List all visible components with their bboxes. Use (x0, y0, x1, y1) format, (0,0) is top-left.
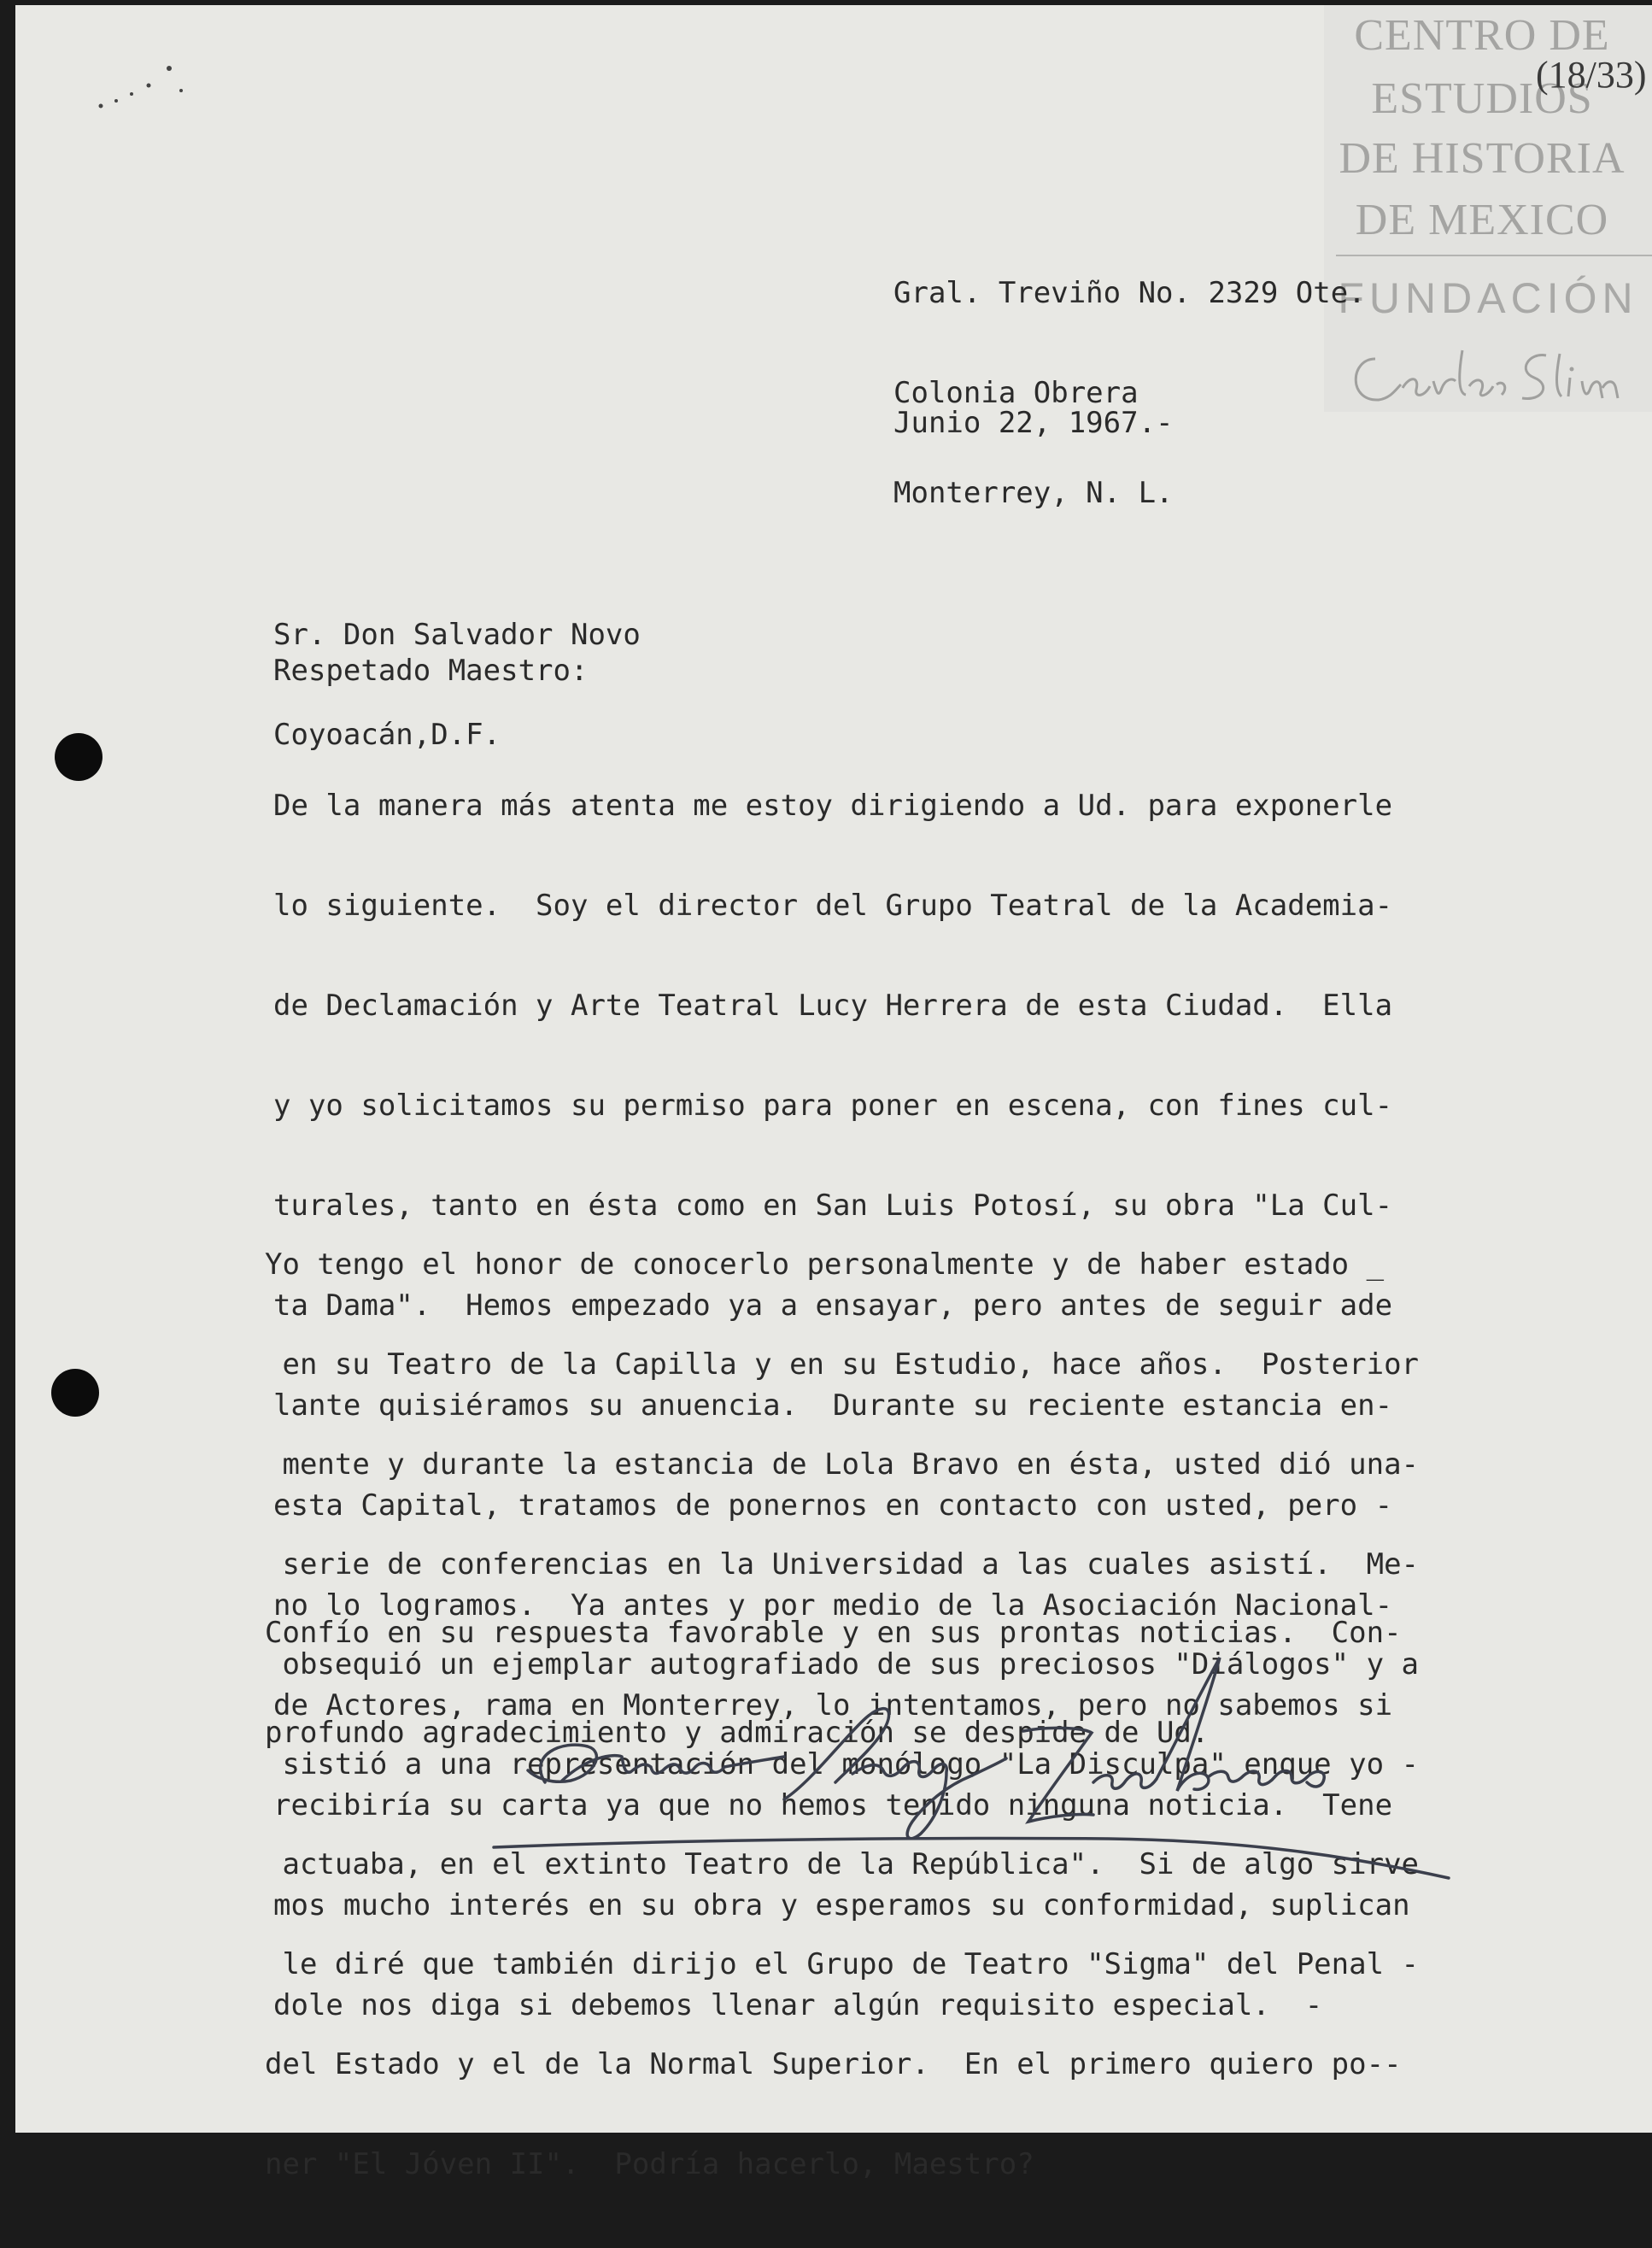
stamp-line: DE HISTORIA (1339, 134, 1626, 183)
recipient-line: Coyoacán,D.F. (273, 718, 501, 752)
text-line: mente y durante la estancia de Lola Bravo en ésta, usted dió una- (265, 1447, 1420, 1482)
text-line: le diré que también dirijo el Grupo de Teatro "Sigma" del Penal - (265, 1947, 1420, 1981)
text-line: y yo solicitamos su permiso para poner en escena, con fines cul- (273, 1089, 1393, 1123)
text-line: ner "El Jóven II". Podría hacerlo, Maestro? (265, 2147, 1034, 2181)
text-line: De la manera más atenta me estoy dirigiendo a Ud. para exponerle (273, 789, 1393, 823)
text-line: del Estado y el de la Normal Superior. En el primero quiero po-- (265, 2047, 1402, 2081)
address-line: Gral. Treviño No. 2329 Ote. (893, 276, 1366, 310)
text-line: sistió a una representación del monólogo "La Disculpa" enque yo - (265, 1747, 1420, 1781)
text-line: de Actores, rama en Monterrey, lo intentamos, pero no sabemos si (273, 1688, 1393, 1723)
text-line: mos mucho interés en su obra y esperamos su conformidad, suplican (273, 1888, 1410, 1922)
letter-page (15, 5, 1652, 2181)
text-line: no lo logramos. Ya antes y por medio de la Asociación Nacional- (273, 1588, 1393, 1623)
stamp-foundation-label: FUNDACIÓN (1338, 274, 1638, 322)
punch-hole-bottom (51, 1369, 99, 1417)
text-line: recibiría su carta ya que no hemos tenido ninguna noticia. Tene (273, 1788, 1393, 1822)
text-line: serie de conferencias en la Universidad a las cuales asistí. Me- (265, 1547, 1420, 1582)
text-line: dole nos diga si debemos llenar algún requisito especial. - (273, 1988, 1323, 2022)
letter-date: Junio 22, 1967.- (893, 406, 1174, 440)
address-line: Colonia Obrera (893, 376, 1139, 410)
text-line: esta Capital, tratamos de ponernos en contacto con usted, pero - (273, 1488, 1393, 1523)
salutation: Respetado Maestro: (273, 654, 589, 688)
recipient-line: Sr. Don Salvador Novo (273, 618, 641, 652)
text-line: turales, tanto en ésta como en San Luis Potosí, su obra "La Cul- (273, 1189, 1393, 1223)
text-line: de Declamación y Arte Teatral Lucy Herrera de esta Ciudad. Ella (273, 989, 1393, 1023)
address-line: Monterrey, N. L. (893, 476, 1174, 510)
text-line: lante quisiéramos su anuencia. Durante su reciente estancia en- (273, 1388, 1393, 1423)
text-line: obsequió un ejemplar autografiado de sus preciosos "Diálogos" y a (265, 1647, 1420, 1682)
stamp-line: CENTRO DE (1354, 11, 1610, 60)
stamp-signature-logo (1341, 333, 1649, 415)
ink-specks (92, 56, 195, 125)
stamp-line: DE MEXICO (1355, 196, 1609, 244)
text-line: en su Teatro de la Capilla y en su Estudio, hace años. Posterior (265, 1347, 1420, 1382)
text-line: Yo tengo el honor de conocerlo personalmente y de haber estado _ (265, 1247, 1385, 1282)
text-line: profundo agradecimiento y admiración se despide de Ud. (265, 1716, 1210, 1750)
stamp-divider (1336, 255, 1652, 256)
text-line: lo siguiente. Soy el director del Grupo Teatral de la Academia- (273, 889, 1393, 923)
text-line: Confío en su respuesta favorable y en sus prontas noticias. Con- (265, 1616, 1402, 1650)
punch-hole-top (55, 733, 103, 781)
text-line: actuaba, en el extinto Teatro de la República". Si de algo sirve (265, 1847, 1420, 1881)
stamp-line: ESTUDIOS (1371, 74, 1593, 123)
handwritten-signature (494, 1654, 1485, 1911)
archive-page-number: (18/33) (1536, 54, 1647, 96)
text-line: ta Dama". Hemos empezado ya a ensayar, pero antes de seguir ade (273, 1288, 1393, 1323)
sender-address (893, 210, 1366, 577)
